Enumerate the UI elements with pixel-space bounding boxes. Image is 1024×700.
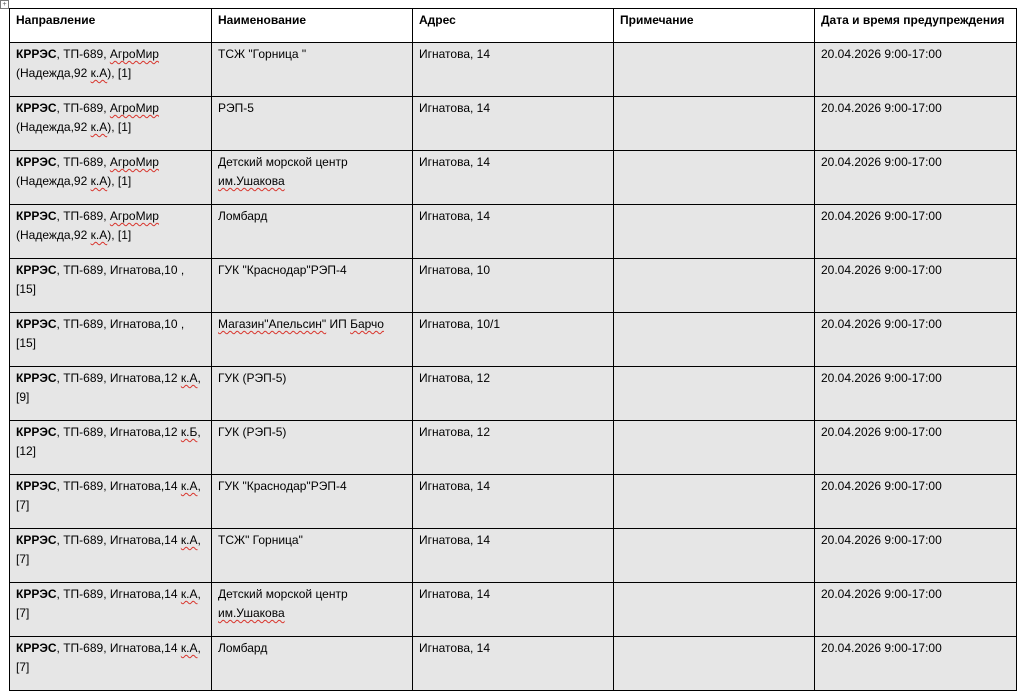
cell-name[interactable] [212,151,413,205]
cell-address[interactable] [413,259,614,313]
direction-org: КРРЭС [16,101,57,115]
table-row [10,529,1017,583]
cell-datetime[interactable] [815,205,1017,259]
cell-address[interactable] [413,43,614,97]
cell-address-text: Игнатова, 14 [419,47,491,61]
direction-detail: , ТП-689, Игнатова,10 , [15] [16,317,185,350]
direction-detail: , ТП-689, АгроМир (Надежда,92 к.А), [1] [16,209,159,242]
document-heading-cropped [14,0,1014,5]
cell-direction[interactable] [10,421,212,475]
cell-address[interactable] [413,475,614,529]
cell-datetime[interactable] [815,97,1017,151]
cell-address[interactable] [413,583,614,637]
cell-datetime-text: 20.04.2026 9:00-17:00 [821,209,942,223]
direction-org: КРРЭС [16,479,57,493]
cell-datetime-text: 20.04.2026 9:00-17:00 [821,425,942,439]
column-header-note: Примечание [614,9,815,43]
cell-address-text: Игнатова, 14 [419,641,491,655]
direction-org: КРРЭС [16,263,57,277]
cell-direction[interactable] [10,583,212,637]
cell-name[interactable] [212,367,413,421]
cell-datetime[interactable] [815,637,1017,691]
cell-name-text: Детский морской центр им.Ушакова [218,155,348,188]
cell-name[interactable] [212,43,413,97]
cell-address[interactable] [413,367,614,421]
cell-address-text: Игнатова, 12 [419,425,491,439]
cell-datetime[interactable] [815,529,1017,583]
cell-datetime-text: 20.04.2026 9:00-17:00 [821,155,942,169]
cell-address-text: Игнатова, 14 [419,209,491,223]
table-row [10,637,1017,691]
table-move-handle-icon[interactable]: + [0,0,9,9]
table-row [10,583,1017,637]
cell-direction[interactable] [10,97,212,151]
table-row [10,43,1017,97]
direction-org: КРРЭС [16,533,57,547]
direction-org: КРРЭС [16,371,57,385]
outage-warning-table [9,8,1017,691]
cell-name[interactable] [212,529,413,583]
direction-detail: , ТП-689, Игнатова,14 к.А, [7] [16,587,201,620]
cell-name-text: Ломбард [218,209,268,223]
cell-datetime-text: 20.04.2026 9:00-17:00 [821,587,942,601]
cell-datetime-text: 20.04.2026 9:00-17:00 [821,641,942,655]
table-row [10,367,1017,421]
cell-name[interactable] [212,205,413,259]
cell-name-text: ГУК (РЭП-5) [218,425,287,439]
cell-address[interactable] [413,421,614,475]
direction-org: КРРЭС [16,587,57,601]
direction-detail: , ТП-689, Игнатова,14 к.А, [7] [16,641,201,674]
direction-detail: , ТП-689, Игнатова,14 к.А, [7] [16,479,201,512]
direction-org: КРРЭС [16,641,57,655]
cell-note[interactable] [614,475,815,529]
cell-address-text: Игнатова, 10 [419,263,491,277]
table-row [10,151,1017,205]
cell-direction[interactable] [10,367,212,421]
cell-direction[interactable] [10,313,212,367]
direction-detail: , ТП-689, Игнатова,12 к.Б, [12] [16,425,201,458]
direction-detail: , ТП-689, Игнатова,10 , [15] [16,263,185,296]
cell-note[interactable] [614,637,815,691]
cell-note[interactable] [614,97,815,151]
cell-datetime-text: 20.04.2026 9:00-17:00 [821,371,942,385]
column-header-direction: Направление [10,9,212,43]
cell-address-text: Игнатова, 12 [419,371,491,385]
cell-direction[interactable] [10,529,212,583]
cell-name-text: РЭП-5 [218,101,254,115]
cell-note[interactable] [614,313,815,367]
column-header-name: Наименование [212,9,413,43]
cell-direction[interactable] [10,259,212,313]
cell-address[interactable] [413,637,614,691]
cell-datetime[interactable] [815,367,1017,421]
table-row [10,205,1017,259]
cell-address[interactable] [413,313,614,367]
cell-name-text: ТСЖ" Горница" [218,533,303,547]
cell-direction[interactable] [10,205,212,259]
cell-datetime[interactable] [815,43,1017,97]
cell-name[interactable] [212,583,413,637]
column-header-datetime: Дата и время предупреждения [815,9,1017,43]
cell-datetime[interactable] [815,421,1017,475]
cell-direction[interactable] [10,43,212,97]
cell-datetime[interactable] [815,475,1017,529]
direction-detail: , ТП-689, АгроМир (Надежда,92 к.А), [1] [16,101,159,134]
direction-org: КРРЭС [16,155,57,169]
table-header-row [10,9,1017,43]
cell-note[interactable] [614,529,815,583]
cell-name-text: ГУК "Краснодар"РЭП-4 [218,263,347,277]
cell-name[interactable] [212,421,413,475]
direction-org: КРРЭС [16,425,57,439]
cell-address-text: Игнатова, 14 [419,101,491,115]
table-row [10,421,1017,475]
cell-datetime-text: 20.04.2026 9:00-17:00 [821,317,942,331]
cell-note[interactable] [614,421,815,475]
cell-datetime[interactable] [815,583,1017,637]
cell-datetime-text: 20.04.2026 9:00-17:00 [821,479,942,493]
table-row [10,259,1017,313]
cell-note[interactable] [614,367,815,421]
direction-detail: , ТП-689, АгроМир (Надежда,92 к.А), [1] [16,155,159,188]
cell-name[interactable] [212,637,413,691]
cell-direction[interactable] [10,151,212,205]
cell-note[interactable] [614,259,815,313]
cell-name-text: Детский морской центр им.Ушакова [218,587,348,620]
cell-address-text: Игнатова, 14 [419,479,491,493]
cell-address-text: Игнатова, 14 [419,155,491,169]
cell-note[interactable] [614,205,815,259]
cell-datetime[interactable] [815,259,1017,313]
cell-datetime-text: 20.04.2026 9:00-17:00 [821,47,942,61]
cell-address[interactable] [413,151,614,205]
table-row [10,313,1017,367]
cell-address[interactable] [413,97,614,151]
cell-name-text: ГУК (РЭП-5) [218,371,287,385]
cell-datetime[interactable] [815,313,1017,367]
cell-datetime[interactable] [815,151,1017,205]
direction-detail: , ТП-689, АгроМир (Надежда,92 к.А), [1] [16,47,159,80]
cell-address-text: Игнатова, 14 [419,533,491,547]
direction-detail: , ТП-689, Игнатова,14 к.А, [7] [16,533,201,566]
table-row [10,475,1017,529]
cell-note[interactable] [614,43,815,97]
cell-name[interactable] [212,313,413,367]
cell-address[interactable] [413,205,614,259]
cell-name-text: ГУК "Краснодар"РЭП-4 [218,479,347,493]
cell-note[interactable] [614,583,815,637]
cell-direction[interactable] [10,475,212,529]
cell-name-text: ТСЖ "Горница " [218,47,307,61]
cell-direction[interactable] [10,637,212,691]
direction-org: КРРЭС [16,47,57,61]
cell-datetime-text: 20.04.2026 9:00-17:00 [821,533,942,547]
direction-org: КРРЭС [16,209,57,223]
cell-note[interactable] [614,151,815,205]
table-row [10,97,1017,151]
column-header-address: Адрес [413,9,614,43]
cell-name-text: Ломбард [218,641,268,655]
cell-name[interactable] [212,259,413,313]
cell-address-text: Игнатова, 10/1 [419,317,501,331]
cell-address[interactable] [413,529,614,583]
cell-name[interactable] [212,97,413,151]
direction-detail: , ТП-689, Игнатова,12 к.А, [9] [16,371,201,404]
direction-org: КРРЭС [16,317,57,331]
cell-name-text: Магазин"Апельсин" ИП Барчо [218,317,384,331]
cell-datetime-text: 20.04.2026 9:00-17:00 [821,101,942,115]
cell-datetime-text: 20.04.2026 9:00-17:00 [821,263,942,277]
cell-address-text: Игнатова, 14 [419,587,491,601]
cell-name[interactable] [212,475,413,529]
